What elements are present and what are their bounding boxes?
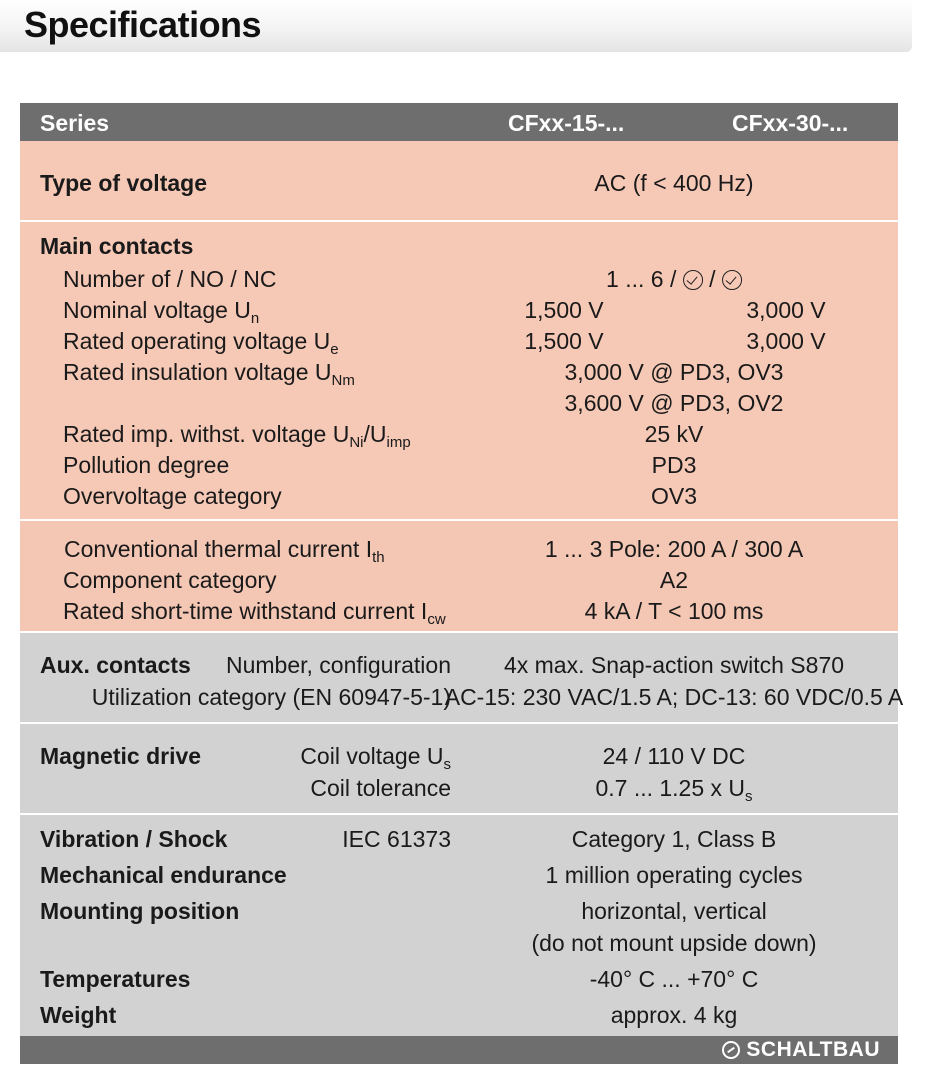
section-aux [20, 633, 904, 722]
brand-name: SCHALTBAU [746, 1038, 880, 1061]
page-title: Specifications [24, 4, 262, 45]
weight-label: Weight [40, 1002, 117, 1028]
thermal-label: Conventional thermal current $I_{th}$ [64, 536, 385, 566]
temp-label: Temperatures [40, 966, 191, 992]
footer-bar [20, 1036, 898, 1064]
component-value: A2 [659, 567, 689, 593]
imp-label: Rated imp. withst. voltage $U_{Ni}/U_{imp}$ [63, 421, 411, 451]
table-header [20, 103, 898, 141]
number-text: 1 ... 6 / [606, 266, 677, 292]
insulation-v1: 3,000 V @ PD3, OV3 [564, 359, 784, 385]
number-sep: / [709, 266, 716, 292]
number-label: Number of / NO / NC [63, 266, 277, 292]
header-col2: CFxx-30-... [732, 110, 849, 136]
shorttime-label: Rated short-time withstand current $I_{cw}$ [63, 598, 446, 628]
title-bar [0, 0, 912, 52]
aux-util-value: AC-15: 230 VAC/1.5 A; DC-13: 60 VDC/0.5 A [444, 684, 904, 710]
vib-value: Category 1, Class B [571, 826, 777, 852]
rated-op-label: Rated operating voltage $U_e$ [63, 328, 339, 358]
tol-value: 0.7 ... 1.25 x $U_s$ [595, 775, 753, 805]
aux-util-label: Utilization category (EN 60947-5-1) [91, 684, 451, 710]
mount-value2: (do not mount upside down) [531, 930, 817, 956]
section-magnetic [20, 724, 898, 813]
mount-value1: horizontal, vertical [581, 898, 767, 924]
temp-value: -40° C ... +70° C [589, 966, 759, 992]
nominal-label: Nominal voltage $U_n$ [63, 297, 260, 327]
overvoltage-value: OV3 [650, 483, 698, 509]
insulation-v2: 3,600 V @ PD3, OV2 [564, 390, 784, 416]
weight-value: approx. 4 kg [610, 1002, 738, 1028]
check-circle-icon [722, 270, 742, 290]
aux-number-value: 4x max. Snap-action switch S870 [503, 652, 845, 678]
voltage-value: AC (f < 400 Hz) [594, 170, 754, 196]
aux-number-label: Number, configuration [225, 652, 451, 678]
insulation-label: Rated insulation voltage $U_{Nm}$ [63, 359, 355, 389]
component-label: Component category [63, 567, 277, 593]
aux-title: Aux. contacts [40, 652, 191, 678]
rated-op-v1: 1,500 V [524, 328, 604, 354]
thermal-value: 1 ... 3 Pole: 200 A / 300 A [544, 536, 804, 562]
check-circle-icon [683, 270, 703, 290]
rated-op-v2: 3,000 V [746, 328, 826, 354]
shorttime-value: 4 kA / T < 100 ms [584, 598, 764, 624]
vib-label: Vibration / Shock [40, 826, 228, 852]
coil-value: 24 / 110 V DC [602, 743, 746, 769]
number-value [606, 265, 742, 293]
section-voltage [20, 141, 898, 220]
mech-label: Mechanical endurance [40, 862, 287, 888]
header-col1: CFxx-15-... [508, 110, 625, 136]
schaltbau-logo-icon [722, 1041, 740, 1059]
vib-std: IEC 61373 [342, 826, 451, 852]
header-series: Series [40, 110, 110, 136]
main-title: Main contacts [40, 233, 194, 259]
imp-value: 25 kV [644, 421, 704, 447]
mech-value: 1 million operating cycles [545, 862, 803, 888]
section-current [20, 521, 898, 631]
coil-label: Coil voltage $U_s$ [300, 743, 451, 773]
schaltbau-logo [722, 1038, 880, 1062]
nominal-v2: 3,000 V [746, 297, 826, 323]
overvoltage-label: Overvoltage category [63, 483, 282, 509]
tol-label: Coil tolerance [310, 775, 451, 801]
nominal-v1: 1,500 V [524, 297, 604, 323]
mount-label: Mounting position [40, 898, 240, 924]
pollution-label: Pollution degree [63, 452, 230, 478]
voltage-label: Type of voltage [40, 170, 207, 196]
magnetic-title: Magnetic drive [40, 743, 202, 769]
pollution-value: PD3 [651, 452, 697, 478]
section-main-contacts [20, 222, 898, 519]
section-misc [20, 815, 898, 1036]
